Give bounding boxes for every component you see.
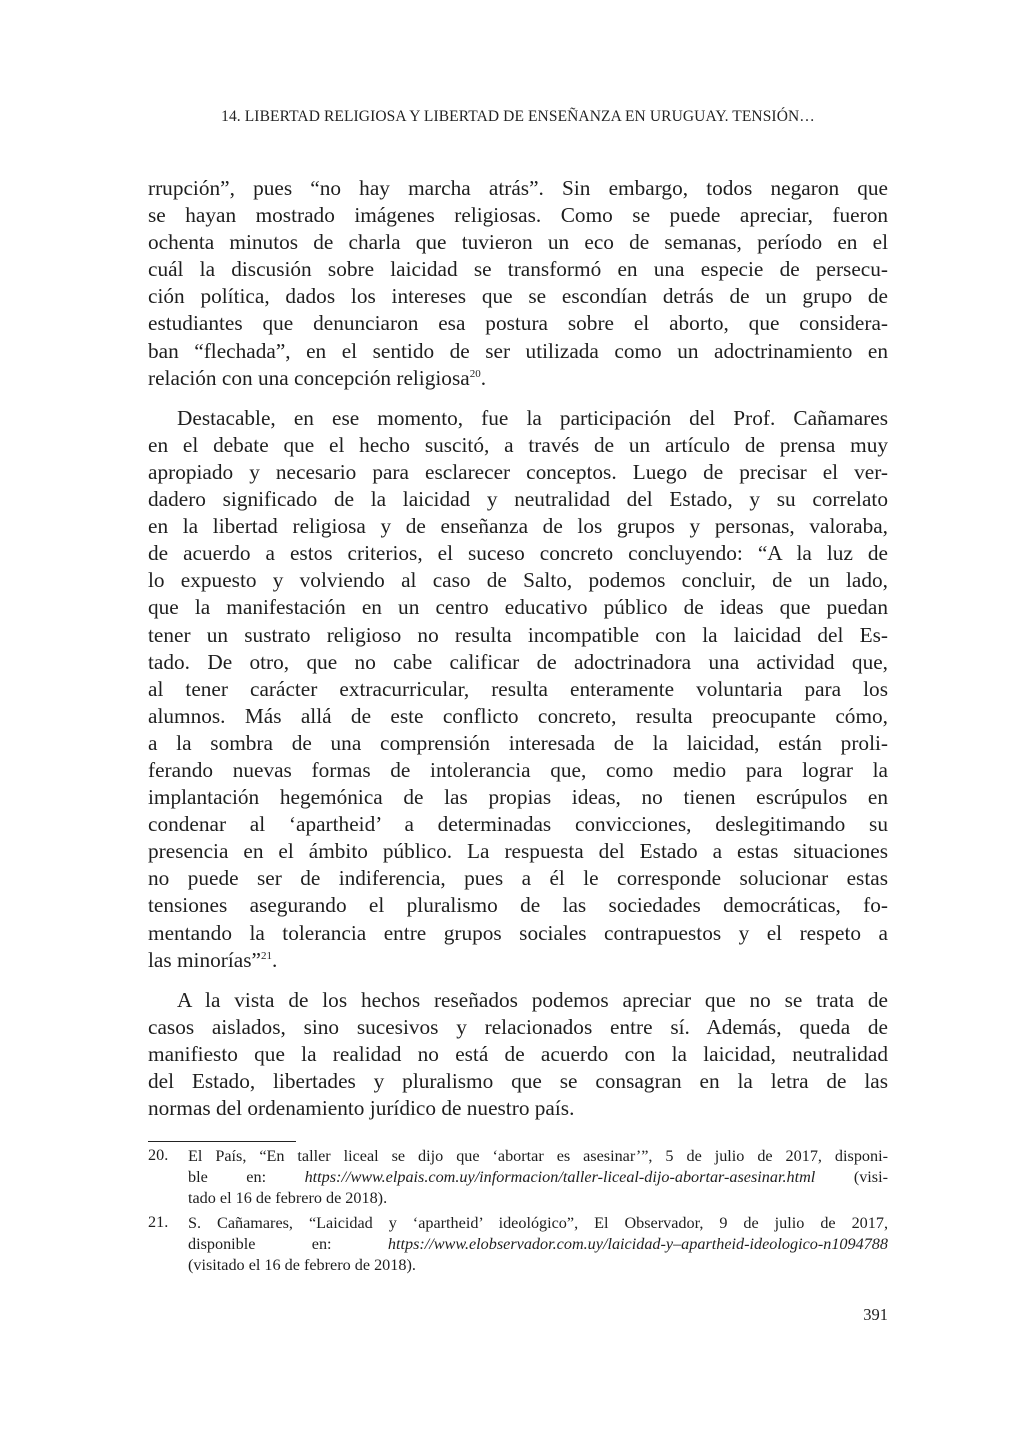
text-line: Destacable, en ese momento, fue la participación del Prof. Cañamares [177,405,888,430]
paragraph-2 [148,405,888,974]
footnote-line: (visitado el 16 de febrero de 2018). [188,1256,416,1274]
footnote-text: disponible en: [188,1235,388,1253]
text-line: condenar al ‘apartheid’ a determinadas convicciones, deslegitimando su [148,812,888,837]
text-line: presencia en el ámbito público. La respuesta del Estado a estas situaciones [148,839,888,864]
text-line: mentando la tolerancia entre grupos sociales contrapuestos y el respeto a [148,920,888,945]
text-line: manifiesto que la realidad no está de acuerdo con la laicidad, neutralidad [148,1041,888,1066]
text-line: cuál la discusión sobre laicidad se transformó en una especie de persecu- [148,257,888,282]
footnote-line: El País, “En taller liceal se dijo que ‘abortar es asesinar’”, 5 de julio de 2017, disponi- [188,1147,888,1165]
footnote-text: ble en: [188,1168,305,1186]
text-line [148,365,888,392]
text-line: casos aislados, sino sucesivos y relacionados entre sí. Además, queda de [148,1014,888,1039]
footnote-ref-20[interactable]: 20 [469,367,481,380]
text-line: ferando nuevas formas de intolerancia que, como medio para lograr la [148,757,888,782]
footnotes [148,1146,888,1280]
text-line: dadero significado de la laicidad y neutralidad del Estado, y su correlato [148,487,888,512]
text-line: implantación hegemónica de las propias ideas, no tienen escrúpulos en [148,785,888,810]
footnote-url[interactable]: https://www.elpais.com.uy/informacion/taller-liceal-dijo-abortar-asesinar.html [304,1168,816,1186]
paragraph-1 [148,175,888,392]
text-line: lo expuesto y volviendo al caso de Salto, podemos concluir, de un lado, [148,568,888,593]
text-line: del Estado, libertades y pluralismo que se consagran en la letra de las [148,1069,888,1093]
text-line: rrupción”, pues “no hay marcha atrás”. Sin embargo, todos negaron que [148,176,888,200]
footnote-20 [148,1146,888,1209]
footnote-line: S. Cañamares, “Laicidad y ‘apartheid’ ideológico”, El Observador, 9 de julio de 2017, [188,1214,888,1232]
body-text [148,175,888,1135]
sentence-end: . [271,947,278,972]
paragraph-3 [148,987,888,1122]
text-line: no puede ser de indiferencia, pues a él le corresponde solucionar estas [148,866,888,891]
text-line: tado. De otro, que no cabe calificar de adoctrinadora una actividad que, [148,649,888,674]
text-line: en la libertad religiosa y de enseñanza de los grupos y personas, valoraba, [148,514,888,539]
text-line: estudiantes que denunciaron esa postura sobre el aborto, que considera- [148,311,888,336]
text-line: tensiones asegurando el pluralismo de las sociedades democráticas, fo- [148,893,888,918]
text-line: que la manifestación en un centro educativo público de ideas que puedan [148,595,888,620]
footnote-line [188,1234,888,1255]
text-line: apropiado y necesario para esclarecer conceptos. Luego de precisar el ver- [148,459,888,484]
footnote-text: (visi- [815,1168,888,1186]
text-line: tener un sustrato religioso no resulta incompatible con la laicidad del Es- [148,622,888,647]
text-line [148,947,888,974]
footnote-ref-21[interactable]: 21 [260,949,272,962]
footnote-number: 20. [148,1146,169,1164]
footnote-number: 21. [148,1213,169,1231]
text-line: ción política, dados los intereses que se escondían detrás de un grupo de [148,284,888,309]
footnote-21 [148,1213,888,1276]
text-line: de acuerdo a estos criterios, el suceso concreto concluyendo: “A la luz de [148,541,888,566]
sentence-end: . [480,365,487,390]
text-line: en el debate que el hecho suscitó, a través de un artículo de prensa muy [148,432,888,457]
text-line-content: relación con una concepción religiosa [148,365,470,390]
footnote-separator [148,1141,296,1142]
text-line: A la vista de los hechos reseñados podemos apreciar que no se trata de [177,987,888,1012]
footnote-url[interactable]: https://www.elobservador.com.uy/laicidad-y–apartheid-ideologico-n1094788 [387,1235,888,1253]
footnote-line: tado el 16 de febrero de 2018). [188,1189,388,1207]
text-line-content: las minorías” [148,947,261,972]
text-line: normas del ordenamiento jurídico de nuestro país. [148,1096,575,1121]
text-line: alumnos. Más allá de este conflicto concreto, resulta preocupante cómo, [148,703,888,728]
page-number: 391 [863,1305,888,1324]
text-line: ochenta minutos de charla que tuvieron un eco de semanas, período en el [148,230,888,255]
text-line: ban “flechada”, en el sentido de ser utilizada como un adoctrinamiento en [148,338,888,363]
running-head: 14. LIBERTAD RELIGIOSA Y LIBERTAD DE ENSEÑANZA EN URUGUAY. TENSIÓN… [221,108,815,125]
text-line: al tener carácter extracurricular, resulta enteramente voluntaria para los [148,676,888,701]
text-line: se hayan mostrado imágenes religiosas. Como se puede apreciar, fueron [148,203,888,228]
footnote-line [188,1167,888,1188]
text-line: a la sombra de una comprensión interesada de la laicidad, están proli- [148,730,888,755]
